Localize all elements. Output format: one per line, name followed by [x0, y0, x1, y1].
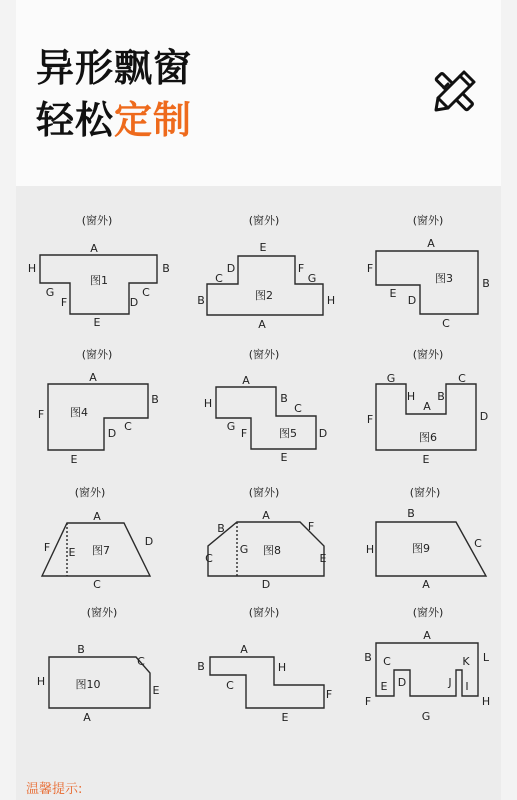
diagram-9-caption: (窗外): [409, 486, 441, 499]
diagram-12-outline: [376, 643, 478, 696]
diagram-12-caption: (窗外): [412, 606, 444, 619]
diagram-5-label-d: D: [318, 427, 328, 440]
diagram-2-label-a: A: [258, 318, 266, 331]
diagram-3-name: 图3: [435, 272, 453, 285]
diagram-1-label-g: G: [45, 286, 55, 299]
diagram-2-label-f: F: [297, 262, 305, 275]
diagram-3-label-c: C: [442, 317, 450, 330]
diagram-captions: [75, 213, 444, 619]
diagram-11-label-h: H: [277, 661, 287, 674]
diagram-6-label-h: H: [406, 390, 416, 403]
diagram-5-label-b: B: [280, 392, 288, 405]
diagram-2-caption: (窗外): [248, 214, 280, 227]
diagram-3-label-f: F: [366, 262, 374, 275]
tip-label: 温馨提示:: [26, 782, 83, 797]
diagram-7-caption: (窗外): [74, 486, 106, 499]
diagram-1-name: 图1: [90, 274, 108, 287]
diagram-3-label-b: B: [482, 277, 490, 290]
diagram-12-label-i: I: [465, 680, 469, 693]
diagram-1-label-a: A: [90, 242, 98, 255]
diagram-8-label-g: G: [239, 543, 249, 556]
diagram-3-label-d: D: [407, 294, 417, 307]
diagram-6-label-g: G: [386, 372, 396, 385]
title-main: 轻松: [36, 98, 115, 142]
diagram-4-label-f: F: [37, 408, 45, 421]
diagram-4-label-d: D: [107, 427, 117, 440]
diagram-2-label-h: H: [326, 294, 336, 307]
diagram-12-label-l: L: [482, 651, 490, 664]
diagram-1-label-c: C: [142, 286, 150, 299]
diagram-9-label-h: H: [365, 543, 375, 556]
diagram-12-label-k: K: [462, 655, 470, 668]
diagram-12-label-e: E: [380, 680, 388, 693]
diagram-3-label-a: A: [427, 237, 435, 250]
diagram-2-name: 图2: [255, 289, 273, 302]
diagram-8-label-b: B: [217, 522, 225, 535]
diagram-1-label-h: H: [27, 262, 37, 275]
diagram-12-label-a: A: [423, 629, 431, 642]
diagram-12-label-f: F: [364, 695, 372, 708]
diagram-7-name: 图7: [92, 544, 110, 557]
diagram-5-name: 图5: [279, 427, 297, 440]
diagram-5-label-e: E: [280, 451, 288, 464]
diagram-6-label-a: A: [423, 400, 431, 413]
diagram-4-label-c: C: [124, 420, 132, 433]
diagram-6-label-b: B: [437, 390, 445, 403]
diagram-7-label-c: C: [93, 578, 101, 591]
diagram-6-name: 图6: [419, 431, 437, 444]
diagram-7-label-d: D: [144, 535, 154, 548]
diagram-11-label-f: F: [325, 688, 333, 701]
diagram-1-label-e: E: [93, 316, 101, 329]
diagram-6-label-f: F: [366, 413, 374, 426]
diagram-4-caption: (窗外): [81, 348, 113, 361]
diagram-6-label-d: D: [479, 410, 489, 423]
diagram-2-label-b: B: [197, 294, 205, 307]
diagram-4-label-b: B: [151, 393, 159, 406]
diagram-1-label-f: F: [60, 296, 68, 309]
diagram-10-label-h: H: [36, 675, 46, 688]
diagram-2-label-g: G: [307, 272, 317, 285]
diagram-6-label-c: C: [458, 372, 466, 385]
diagram-10-name: 图10: [75, 678, 101, 691]
diagram-11-label-e: E: [281, 711, 289, 724]
diagram-11-label-c: C: [226, 679, 234, 692]
diagram-5-label-g: G: [226, 420, 236, 433]
diagram-5-label-f: F: [240, 427, 248, 440]
diagram-1-caption: (窗外): [81, 214, 113, 227]
diagram-12-label-c: C: [383, 655, 391, 668]
diagram-2-label-c: C: [215, 272, 223, 285]
diagram-8-label-c: C: [205, 552, 213, 565]
diagram-8-label-d: D: [261, 578, 271, 591]
diagram-5-label-c: C: [294, 402, 302, 415]
diagram-4-label-a: A: [89, 371, 97, 384]
diagram-2-label-e: E: [259, 241, 267, 254]
diagram-5-label-h: H: [203, 397, 213, 410]
diagram-5-outline: [216, 387, 316, 449]
diagram-7-label-a: A: [93, 510, 101, 523]
diagram-7-label-f: F: [43, 541, 51, 554]
diagram-9-name: 图9: [412, 542, 430, 555]
diagram-5-label-a: A: [242, 374, 250, 387]
diagram-8-label-a: A: [262, 509, 270, 522]
diagram-10-label-c: C: [137, 655, 145, 668]
diagram-10-label-a: A: [83, 711, 91, 724]
diagram-9-label-b: B: [407, 507, 415, 520]
diagram-7-label-e: E: [68, 546, 76, 559]
diagram-1-label-d: D: [129, 296, 139, 309]
diagram-12-label-g: G: [421, 710, 431, 723]
diagram-8-name: 图8: [263, 544, 281, 557]
diagram-3-label-e: E: [389, 287, 397, 300]
diagram-3-outline: [376, 251, 478, 314]
diagram-9-outline: [376, 522, 486, 576]
diagram-4-name: 图4: [70, 406, 88, 419]
diagram-10-label-e: E: [152, 684, 160, 697]
diagram-10-caption: (窗外): [86, 606, 118, 619]
page-title-line1: 异形飘窗: [36, 46, 193, 90]
diagram-12-label-j: J: [448, 676, 452, 689]
diagram-5-caption: (窗外): [248, 348, 280, 361]
diagram-9-label-a: A: [422, 578, 430, 591]
diagram-8-caption: (窗外): [248, 486, 280, 499]
diagram-3-caption: (窗外): [412, 214, 444, 227]
diagram-11-caption: (窗外): [248, 606, 280, 619]
diagram-2-label-d: D: [226, 262, 236, 275]
title-accent: 定制: [114, 98, 193, 142]
diagram-6-label-e: E: [422, 453, 430, 466]
diagram-10-label-b: B: [77, 643, 85, 656]
edge-labels: [28, 237, 490, 724]
diagram-9-label-c: C: [474, 537, 482, 550]
diagram-12-label-d: D: [397, 676, 407, 689]
diagram-11-label-b: B: [197, 660, 205, 673]
diagram-8-label-f: F: [307, 520, 315, 533]
diagram-names: [70, 272, 453, 691]
diagram-6-caption: (窗外): [412, 348, 444, 361]
diagram-1-label-b: B: [162, 262, 170, 275]
diagram-11-label-a: A: [240, 643, 248, 656]
diagram-2-outline: [207, 256, 323, 315]
diagram-4-label-e: E: [70, 453, 78, 466]
diagram-8-label-e: E: [319, 552, 327, 565]
diagram-12-label-h: H: [481, 695, 491, 708]
diagram-4-outline: [48, 384, 148, 450]
diagram-12-label-b: B: [364, 651, 372, 664]
